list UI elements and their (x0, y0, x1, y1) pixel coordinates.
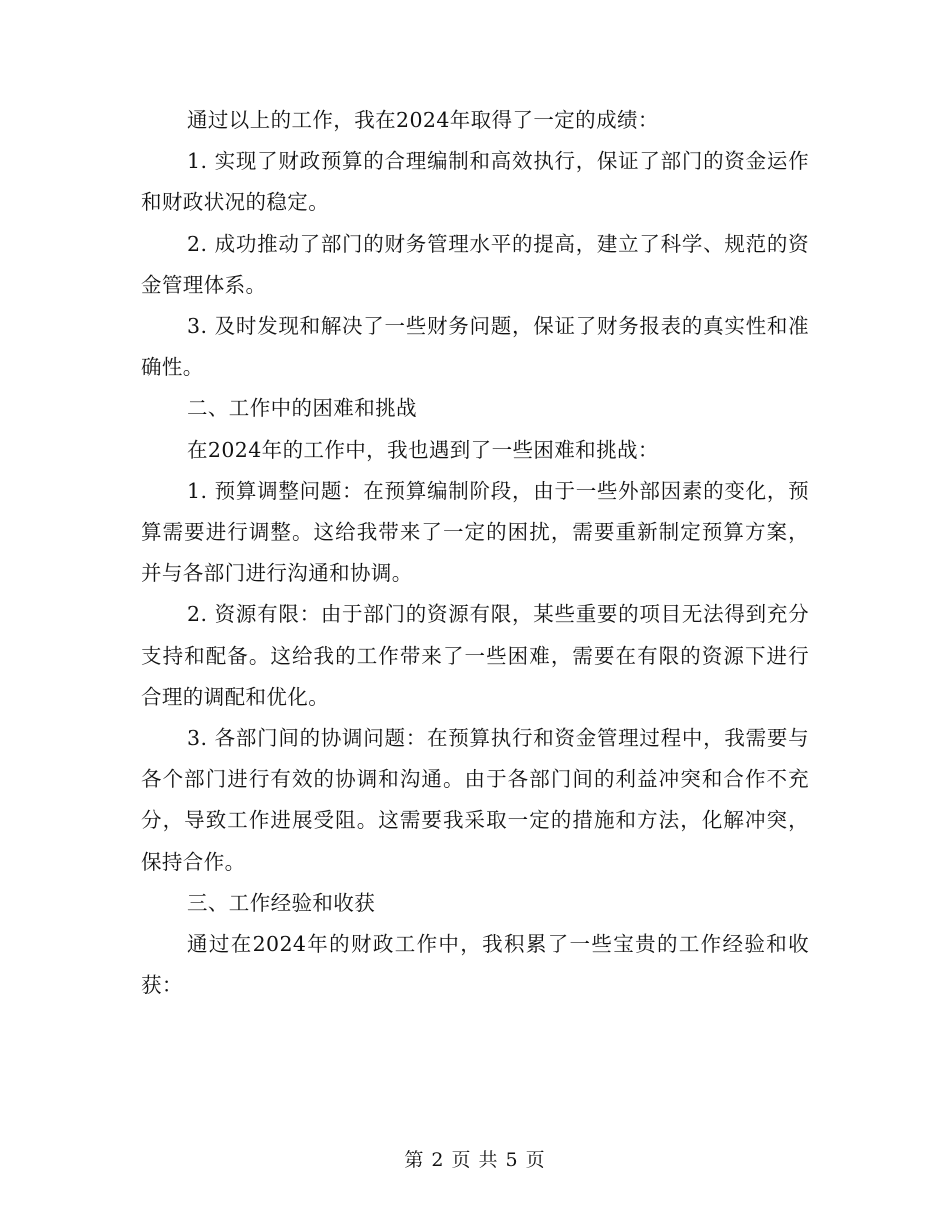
paragraph-achievement-2: 2. 成功推动了部门的财务管理水平的提高，建立了科学、规范的资金管理体系。 (141, 231, 809, 297)
section-heading-experience: 三、工作经验和收获 (187, 890, 376, 915)
document-body (141, 100, 809, 1006)
paragraph-achievements-intro: 通过以上的工作，我在2024年取得了一定的成绩： (187, 108, 659, 132)
paragraph-difficulty-1: 1. 预算调整问题：在预算编制阶段，由于一些外部因素的变化，预算需要进行调整。这给我带来了一定的困扰，需要重新制定预算方案，并与各部门进行沟通和协调。 (141, 478, 809, 586)
paragraph-achievement-1: 1. 实现了财政预算的合理编制和高效执行，保证了部门的资金运作和财政状况的稳定。 (141, 149, 809, 215)
paragraph-achievement-3: 3. 及时发现和解决了一些财务问题，保证了财务报表的真实性和准确性。 (141, 314, 809, 380)
section-heading-difficulties: 二、工作中的困难和挑战 (187, 396, 417, 421)
paragraph-experience-intro: 通过在2024年的财政工作中，我积累了一些宝贵的工作经验和收获： (141, 932, 809, 998)
paragraph-difficulty-3: 3. 各部门间的协调问题：在预算执行和资金管理过程中，我需要与各个部门进行有效的协调和沟通。由于各部门间的利益冲突和合作不充分，导致工作进展受阻。这需要我采取一定的措施和方法，化解冲突，保持合作。 (141, 726, 809, 874)
paragraph-difficulty-2: 2. 资源有限：由于部门的资源有限，某些重要的项目无法得到充分支持和配备。这给我的工作带来了一些困难，需要在有限的资源下进行合理的调配和优化。 (141, 602, 809, 709)
paragraph-difficulties-intro: 在2024年的工作中，我也遇到了一些困难和挑战： (187, 437, 659, 462)
page-number-footer: 第 2 页 共 5 页 (404, 1149, 546, 1171)
